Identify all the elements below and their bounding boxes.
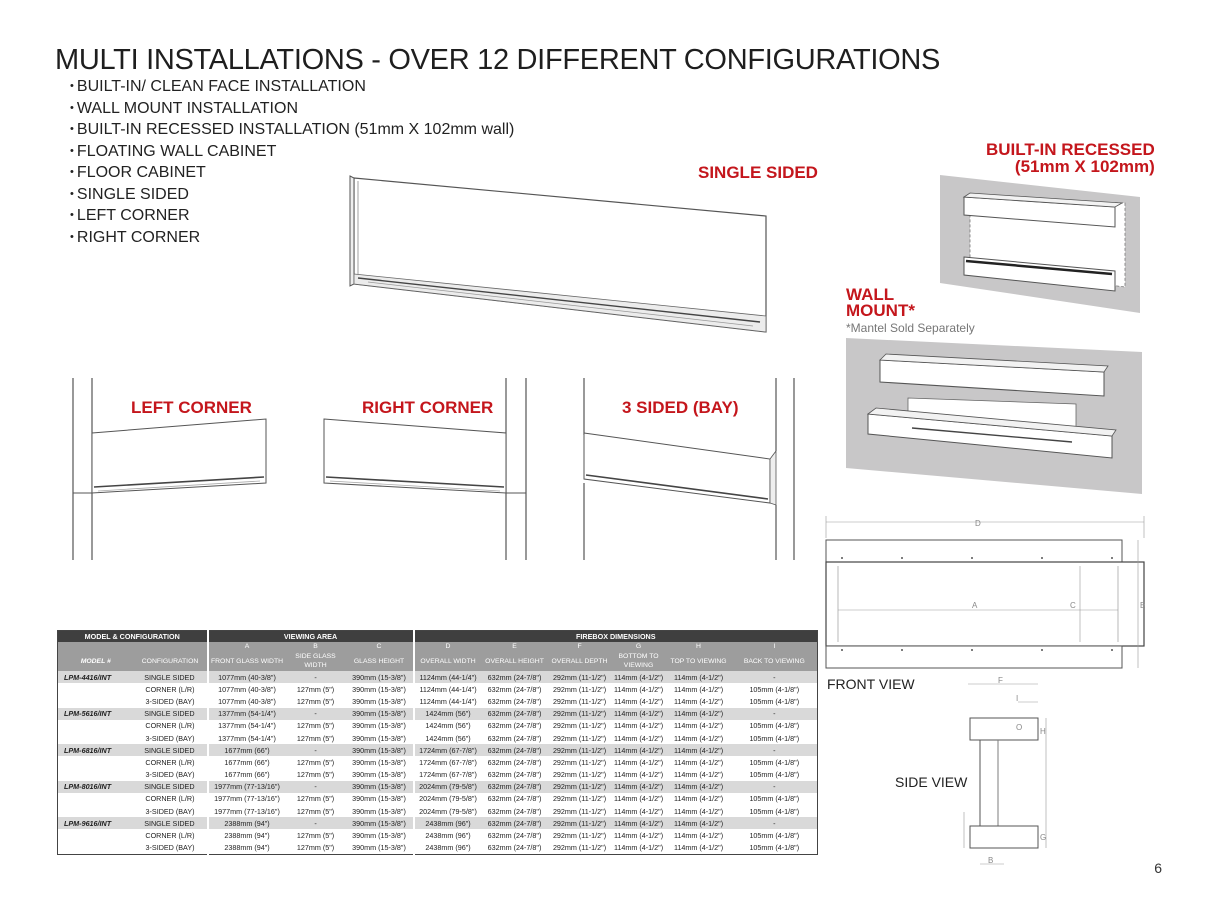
group-firebox-dimensions: FIREBOX DIMENSIONS [414,631,818,643]
table-cell: 127mm (5") [296,806,335,816]
page-number: 6 [1154,860,1162,876]
feature-item: • WALL MOUNT INSTALLATION [70,98,514,120]
table-cell: 127mm (5") [296,684,335,694]
col-model: MODEL # [58,651,134,671]
table-row [58,781,818,793]
table-row [58,683,818,695]
table-cell: 114mm (4-1/2") [673,806,724,816]
table-cell: 292mm (11-1/2") [552,770,607,780]
table-cell: 632mm (24-7/8") [482,817,548,829]
table-cell: - [286,708,346,720]
table-cell: 2388mm (94") [208,817,286,829]
table-cell: 105mm (4-1/8") [749,843,800,853]
table-row [58,769,818,781]
dimension-b: B [988,856,994,865]
table-cell: 114mm (4-1/2") [613,721,664,731]
table-cell: 1124mm (44-1/4") [414,671,482,683]
table-row [58,732,818,744]
configuration-cell: CORNER (L/R) [145,721,195,731]
letter-a: A [208,642,286,651]
table-cell: 1424mm (56") [414,732,482,744]
model-cell [58,842,134,855]
dimension-f: F [998,676,1003,685]
table-cell: 1724mm (67-7/8") [414,769,482,781]
model-cell: LPM-6816/INT [58,744,134,756]
table-cell: 292mm (11-1/2") [552,831,607,841]
table-cell: - [732,708,818,720]
table-cell: 2438mm (96") [414,817,482,829]
table-cell: 1677mm (66") [208,744,286,756]
table-cell: 292mm (11-1/2") [552,696,607,706]
table-cell: 2438mm (96") [414,829,482,841]
built-in-recessed-illustration [940,175,1140,315]
table-cell: 632mm (24-7/8") [487,831,542,841]
table-cell: 114mm (4-1/2") [673,770,724,780]
table-cell: 390mm (15-3/8") [346,817,414,829]
table-cell: 390mm (15-3/8") [352,733,406,743]
configuration-cell: 3-SIDED (BAY) [145,733,195,743]
table-cell: 292mm (11-1/2") [552,721,607,731]
table-row [58,695,818,707]
table-cell: - [732,744,818,756]
table-cell: 292mm (11-1/2") [552,733,607,743]
group-viewing-area: VIEWING AREA [208,631,414,643]
col-bottom-to-viewing: BOTTOM TO VIEWING [612,651,666,671]
table-cell: 292mm (11-1/2") [552,757,607,767]
table-cell: 632mm (24-7/8") [482,781,548,793]
col-side-glass-width: SIDE GLASS WIDTH [286,651,346,671]
table-cell: - [286,817,346,829]
table-cell: 632mm (24-7/8") [487,684,542,694]
table-cell: 390mm (15-3/8") [352,843,406,853]
table-row [58,829,818,841]
table-cell: 127mm (5") [296,770,335,780]
table-cell: 632mm (24-7/8") [482,671,548,683]
table-cell: 127mm (5") [296,757,335,767]
letter-c: C [346,642,414,651]
table-cell: - [732,671,818,683]
specification-table [57,630,818,855]
table-cell: 292mm (11-1/2") [548,817,612,829]
group-model-config: MODEL & CONFIGURATION [58,631,208,643]
configuration-cell: 3-SIDED (BAY) [145,843,195,853]
table-row [58,842,818,855]
configuration-cell: SINGLE SIDED [134,708,208,720]
letter-d: D [414,642,482,651]
table-cell: 105mm (4-1/8") [749,684,800,694]
table-cell: 632mm (24-7/8") [487,806,542,816]
table-cell: 1077mm (40-3/8") [208,695,286,707]
letter-e: E [482,642,548,651]
table-cell: 114mm (4-1/2") [613,696,664,706]
table-group-header-row [58,631,818,643]
table-cell: 1724mm (67-7/8") [414,756,482,768]
table-row [58,756,818,768]
table-cell: 114mm (4-1/2") [613,733,664,743]
side-view-drawing [960,672,1060,878]
table-cell: 632mm (24-7/8") [487,770,542,780]
table-cell: 114mm (4-1/2") [612,744,666,756]
table-cell: 1124mm (44-1/4") [414,683,482,695]
table-cell: 114mm (4-1/2") [666,817,732,829]
table-cell: 127mm (5") [296,794,335,804]
table-cell: 114mm (4-1/2") [613,831,664,841]
table-cell: 1977mm (77-13/16") [208,805,286,817]
table-cell: - [732,781,818,793]
table-cell: 390mm (15-3/8") [346,708,414,720]
single-sided-label: SINGLE SIDED [698,163,818,182]
dimension-e: E [1140,601,1146,610]
table-cell: 114mm (4-1/2") [673,831,724,841]
table-cell: - [286,671,346,683]
table-cell: 127mm (5") [296,843,335,853]
model-cell [58,769,134,781]
configuration-cell: SINGLE SIDED [134,781,208,793]
table-cell: 1077mm (40-3/8") [208,671,286,683]
model-cell [58,756,134,768]
model-cell [58,793,134,805]
table-cell: 114mm (4-1/2") [673,794,724,804]
col-top-to-viewing: TOP TO VIEWING [666,651,732,671]
feature-item: • FLOATING WALL CABINET [70,141,514,163]
letter-i: I [732,642,818,651]
configuration-cell: SINGLE SIDED [134,744,208,756]
dimension-i: I [1016,694,1019,703]
table-cell: 632mm (24-7/8") [487,721,542,731]
configuration-cell: 3-SIDED (BAY) [145,696,195,706]
table-cell: 1377mm (54-1/4") [208,732,286,744]
letter-g: G [612,642,666,651]
table-cell: 1977mm (77-13/16") [208,793,286,805]
table-cell: 127mm (5") [296,721,335,731]
feature-item: • BUILT-IN RECESSED INSTALLATION (51mm X 102mm wall) [70,119,514,141]
wall-mount-title: WALL [846,285,895,304]
side-view-label: SIDE VIEW [895,774,968,790]
model-cell: LPM-9616/INT [58,817,134,829]
table-cell: 390mm (15-3/8") [346,744,414,756]
configuration-cell: CORNER (L/R) [145,757,195,767]
table-cell: 292mm (11-1/2") [548,708,612,720]
letter-h: H [666,642,732,651]
table-column-header-row [58,651,818,671]
dimension-g: G [1040,833,1047,842]
table-cell: 292mm (11-1/2") [548,671,612,683]
configuration-cell: SINGLE SIDED [134,671,208,683]
table-cell: 114mm (4-1/2") [612,708,666,720]
table-cell: 114mm (4-1/2") [673,733,724,743]
table-cell: 390mm (15-3/8") [346,781,414,793]
table-cell: 632mm (24-7/8") [487,794,542,804]
table-row [58,805,818,817]
table-cell: 105mm (4-1/8") [749,696,800,706]
feature-item: • BUILT-IN/ CLEAN FACE INSTALLATION [70,76,514,98]
table-cell: 632mm (24-7/8") [487,696,542,706]
table-cell: 390mm (15-3/8") [352,831,406,841]
table-cell: 105mm (4-1/8") [749,831,800,841]
table-cell: 114mm (4-1/2") [666,671,732,683]
front-view-drawing [822,508,1152,678]
col-back-to-viewing: BACK TO VIEWING [732,651,818,671]
table-cell: 127mm (5") [296,696,335,706]
built-in-recessed-size: (51mm X 102mm) [1014,157,1155,176]
table-cell: 1724mm (67-7/8") [414,744,482,756]
table-cell: 390mm (15-3/8") [352,794,406,804]
model-cell: LPM-8016/INT [58,781,134,793]
table-cell: 1424mm (56") [414,720,482,732]
left-corner-label: LEFT CORNER [131,398,252,417]
feature-item: • FLOOR CABINET [70,162,514,184]
table-cell: 390mm (15-3/8") [352,721,406,731]
table-cell: 632mm (24-7/8") [487,757,542,767]
table-cell: - [732,817,818,829]
model-cell: LPM-4416/INT [58,671,134,683]
wall-mount-label [846,287,915,319]
table-cell: 390mm (15-3/8") [352,770,406,780]
col-glass-height: GLASS HEIGHT [346,651,414,671]
table-cell: 105mm (4-1/8") [749,770,800,780]
table-cell: 292mm (11-1/2") [552,843,607,853]
col-overall-depth: OVERALL DEPTH [548,651,612,671]
table-cell: 292mm (11-1/2") [548,781,612,793]
table-cell: 127mm (5") [296,733,335,743]
table-cell: 114mm (4-1/2") [613,843,664,853]
configuration-cell: 3-SIDED (BAY) [145,770,195,780]
letter-f: F [548,642,612,651]
table-cell: 390mm (15-3/8") [346,671,414,683]
model-cell [58,732,134,744]
table-cell: 292mm (11-1/2") [548,744,612,756]
table-cell: 114mm (4-1/2") [673,843,724,853]
table-cell: 292mm (11-1/2") [552,684,607,694]
dimension-c: C [1070,601,1076,610]
table-letter-row [58,642,818,651]
table-cell: 2024mm (79-5/8") [414,781,482,793]
configuration-cell: CORNER (L/R) [145,684,195,694]
feature-item: • RIGHT CORNER [70,227,514,249]
model-cell [58,805,134,817]
table-row [58,671,818,683]
table-cell: 2438mm (96") [414,842,482,855]
table-cell: 105mm (4-1/8") [749,806,800,816]
model-cell [58,683,134,695]
letter-spacer [58,642,208,651]
letter-b: B [286,642,346,651]
right-corner-label: RIGHT CORNER [362,398,494,417]
configuration-cell: SINGLE SIDED [134,817,208,829]
table-cell: - [286,744,346,756]
dimension-d: D [975,519,981,528]
table-cell: 1977mm (77-13/16") [208,781,286,793]
table-cell: 2388mm (94") [208,829,286,841]
configuration-cell: CORNER (L/R) [145,831,195,841]
table-cell: 1124mm (44-1/4") [414,695,482,707]
table-cell: 632mm (24-7/8") [487,733,542,743]
table-cell: 632mm (24-7/8") [482,708,548,720]
table-cell: 1424mm (56") [414,708,482,720]
table-cell: 2388mm (94") [208,842,286,855]
table-cell: 114mm (4-1/2") [613,757,664,767]
page-title: MULTI INSTALLATIONS - OVER 12 DIFFERENT CONFIGURATIONS [55,44,941,76]
model-cell: LPM-5616/INT [58,708,134,720]
table-row [58,744,818,756]
col-overall-height: OVERALL HEIGHT [482,651,548,671]
table-cell: 114mm (4-1/2") [666,781,732,793]
col-front-glass-width: FRONT GLASS WIDTH [208,651,286,671]
table-cell: 105mm (4-1/8") [749,757,800,767]
feature-item: • LEFT CORNER [70,205,514,227]
table-cell: 292mm (11-1/2") [552,794,607,804]
dimension-o: O [1016,723,1023,732]
mantel-note: *Mantel Sold Separately [846,321,975,335]
table-cell: 114mm (4-1/2") [613,806,664,816]
built-in-recessed-label [986,141,1155,175]
model-cell [58,695,134,707]
table-cell: 1377mm (54-1/4") [208,720,286,732]
table-cell: 390mm (15-3/8") [352,757,406,767]
model-cell [58,720,134,732]
configuration-cell: CORNER (L/R) [145,794,195,804]
table-cell: 105mm (4-1/8") [749,733,800,743]
table-cell: 1677mm (66") [208,756,286,768]
configuration-cell: 3-SIDED (BAY) [145,806,195,816]
wall-mount-title-2: MOUNT* [846,301,915,320]
table-row [58,817,818,829]
table-cell: 114mm (4-1/2") [613,794,664,804]
feature-item: • SINGLE SIDED [70,184,514,206]
table-cell: - [286,781,346,793]
table-cell: 114mm (4-1/2") [673,684,724,694]
table-cell: 390mm (15-3/8") [352,806,406,816]
table-cell: 114mm (4-1/2") [673,721,724,731]
table-cell: 114mm (4-1/2") [673,757,724,767]
table-cell: 1077mm (40-3/8") [208,683,286,695]
model-cell [58,829,134,841]
table-row [58,793,818,805]
table-cell: 114mm (4-1/2") [612,817,666,829]
three-sided-label: 3 SIDED (BAY) [622,398,739,417]
table-row [58,708,818,720]
table-cell: 2024mm (79-5/8") [414,805,482,817]
wall-mount-illustration [846,338,1146,498]
dimension-a: A [972,601,978,610]
table-cell: 1377mm (54-1/4") [208,708,286,720]
col-configuration: CONFIGURATION [134,651,208,671]
table-cell: 114mm (4-1/2") [666,744,732,756]
table-cell: 114mm (4-1/2") [613,684,664,694]
table-body [58,671,818,854]
dimension-h: H [1040,727,1046,736]
table-cell: 632mm (24-7/8") [487,843,542,853]
table-cell: 105mm (4-1/8") [749,721,800,731]
table-row [58,720,818,732]
table-cell: 114mm (4-1/2") [612,781,666,793]
table-cell: 1677mm (66") [208,769,286,781]
table-cell: 114mm (4-1/2") [673,696,724,706]
table-cell: 292mm (11-1/2") [552,806,607,816]
table-cell: 114mm (4-1/2") [666,708,732,720]
table-cell: 114mm (4-1/2") [612,671,666,683]
table-cell: 105mm (4-1/8") [749,794,800,804]
table-cell: 390mm (15-3/8") [352,696,406,706]
table-cell: 632mm (24-7/8") [482,744,548,756]
built-in-recessed-title: BUILT-IN RECESSED [986,140,1155,159]
col-overall-width: OVERALL WIDTH [414,651,482,671]
table-cell: 127mm (5") [296,831,335,841]
single-sided-illustration [348,172,768,337]
table-cell: 2024mm (79-5/8") [414,793,482,805]
table-cell: 390mm (15-3/8") [352,684,406,694]
table-cell: 114mm (4-1/2") [613,770,664,780]
front-view-label: FRONT VIEW [827,676,915,692]
